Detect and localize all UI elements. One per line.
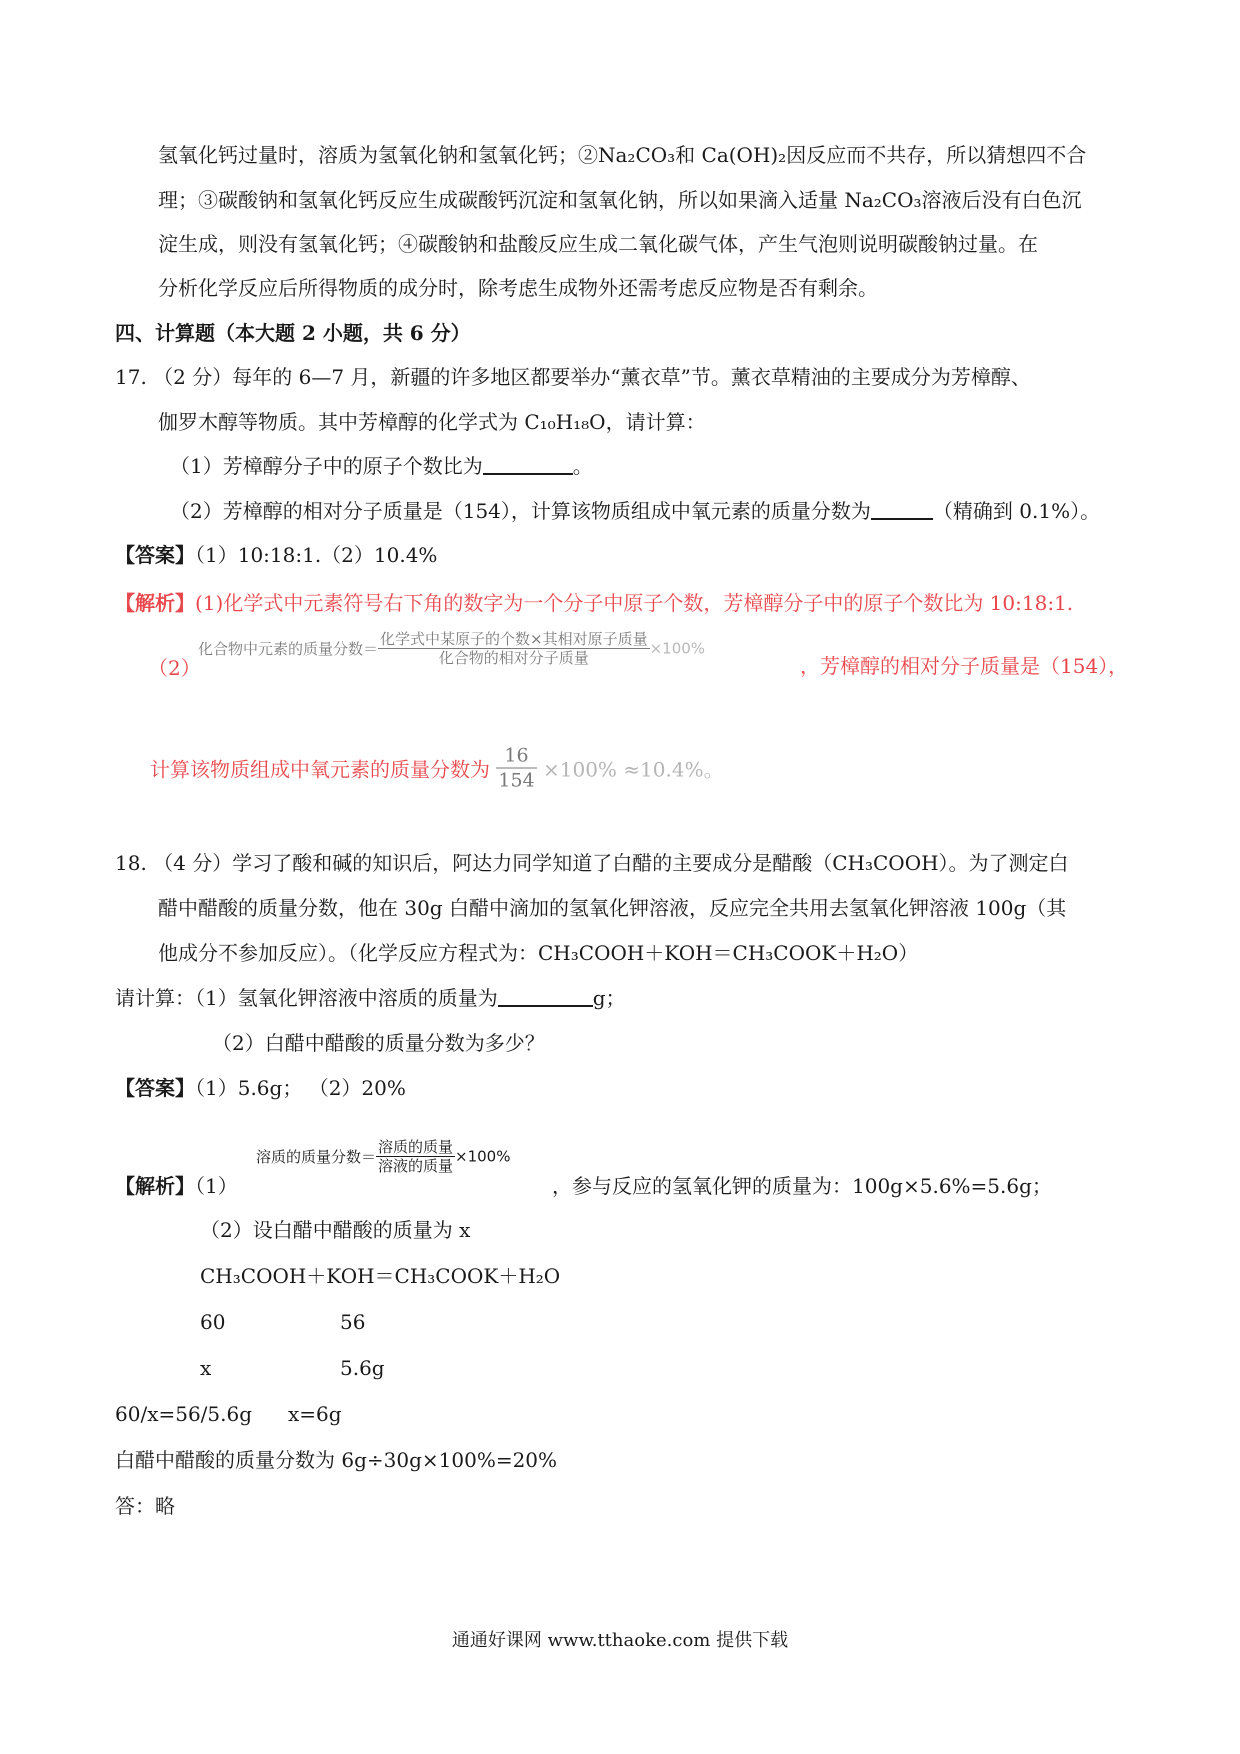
q18-analysis-line-2: （2）设白醋中醋酸的质量为 x [200, 1218, 471, 1242]
q18-blank-1[interactable] [498, 983, 593, 1007]
q17-mass-fraction-formula [198, 630, 705, 667]
q17-analysis-line-3 [150, 744, 724, 793]
q17-fraction-denominator: 154 [498, 769, 535, 792]
intro-line-3: 淀生成，则没有氢氧化钙；④碳酸钠和盐酸反应生成二氧化碳气体，产生气泡则说明碳酸钠过量。在 [158, 232, 1038, 256]
q18-ask-2: （2）白醋中醋酸的质量分数为多少？ [212, 1031, 545, 1055]
q17-analysis-result: ×100% ≈10.4%。 [542, 757, 724, 782]
q18-equation: CH₃COOH＋KOH＝CH₃COOK＋H₂O [200, 1264, 561, 1288]
q17-part-2 [170, 496, 1100, 526]
q17-blank-2[interactable] [871, 496, 933, 520]
q18-unknown-x: x [200, 1356, 212, 1380]
q18-result: 白醋中醋酸的质量分数为 6g÷30g×100%=20% [115, 1448, 558, 1472]
q18-ask-1-unit: g； [592, 986, 626, 1010]
q17-analysis-part-2-label: （2） [148, 656, 201, 680]
q18-formula-tail: ×100% [455, 1147, 511, 1166]
intro-line-2: 理；③碳酸钠和氢氧化钙反应生成碳酸钙沉淀和氢氧化钠，所以如果滴入适量 Na₂CO₃溶液后没有白色沉 [158, 188, 1082, 212]
q18-analysis-label-wrap [115, 1170, 238, 1199]
q18-formula-lhs: 溶质的质量分数＝ [256, 1148, 377, 1166]
q17-answer [115, 540, 437, 570]
q17-analysis-text-1: (1)化学式中元素符号右下角的数字为一个分子中原子个数，芳樟醇分子中的原子个数比为 10:18:1. [195, 591, 1074, 615]
q17-part-1 [170, 451, 593, 481]
q18-answer-text: （1）5.6g； （2）20% [195, 1076, 406, 1100]
section-title: 四、计算题（本大题 2 小题，共 6 分） [115, 321, 471, 345]
q17-oxygen-fraction [496, 744, 536, 793]
q18-answer [115, 1073, 406, 1103]
q17-part-1-end: 。 [572, 454, 593, 478]
q18-stem-line-3: 他成分不参加反应）。（化学反应方程式为：CH₃COOH＋KOH＝CH₃COOK＋H₂O） [158, 941, 919, 965]
q17-formula-tail: ×100% [649, 639, 706, 658]
q18-stem-line-2: 醋中醋酸的质量分数，他在 30g 白醋中滴加的氢氧化钾溶液，反应完全共用去氢氧化钾溶液 100g（其 [158, 896, 1067, 920]
q17-answer-label: 【答案】 [115, 543, 195, 567]
q18-formula-numerator: 溶质的质量 [378, 1138, 454, 1156]
page-footer: 通通好课网 www.tthaoke.com 提供下载 [451, 1630, 789, 1651]
q17-formula-numerator: 化学式中某原子的个数×其相对原子质量 [380, 630, 648, 648]
q18-analysis-line-1-tail: ，参与反应的氢氧化钾的质量为：100g×5.6%=5.6g； [552, 1174, 1052, 1198]
q18-ask-1-text: 请计算：（1）氢氧化钾溶液中溶质的质量为 [115, 986, 498, 1010]
q18-koh-mass: 5.6g [340, 1356, 385, 1380]
q18-ratio-result: x=6g [288, 1402, 342, 1426]
q17-stem-line-1: 17. （2 分）每年的 6—7 月，新疆的许多地区都要举办“薰衣草”节。薰衣草精油的主要成分为芳樟醇、 [115, 365, 1031, 389]
q18-solution-fraction-formula [256, 1138, 510, 1175]
intro-line-4: 分析化学反应后所得物质的成分时，除考虑生成物外还需考虑反应物是否有剩余。 [158, 276, 878, 300]
q18-formula-fraction [376, 1138, 455, 1175]
q17-part-2-text: （2）芳樟醇的相对分子质量是（154），计算该物质组成中氧元素的质量分数为 [170, 499, 871, 523]
q17-part-2-end: （精确到 0.1%）。 [932, 499, 1101, 523]
q18-ratio: 60/x=56/5.6g [115, 1402, 253, 1426]
q17-formula-lhs: 化合物中元素的质量分数＝ [198, 640, 379, 658]
q17-stem-line-2: 伽罗木醇等物质。其中芳樟醇的化学式为 C₁₀H₁₈O，请计算： [158, 410, 706, 434]
q18-formula-denominator: 溶液的质量 [378, 1157, 454, 1175]
q17-analysis-line-2-tail: ，芳樟醇的相对分子质量是（154）， [800, 654, 1129, 678]
q18-answer-label: 【答案】 [115, 1076, 195, 1100]
q17-answer-text: （1）10:18:1.（2）10.4% [195, 543, 438, 567]
q17-blank-1[interactable] [483, 451, 573, 475]
q17-part-1-text: （1）芳樟醇分子中的原子个数比为 [170, 454, 483, 478]
q18-molar-mass-koh: 56 [340, 1310, 366, 1334]
q18-analysis-part-1: （1） [195, 1174, 238, 1198]
q17-formula-denominator: 化合物的相对分子质量 [438, 649, 589, 667]
q18-stem-line-1: 18. （4 分）学习了酸和碱的知识后，阿达力同学知道了白醋的主要成分是醋酸（CH₃COOH）。为了测定白 [115, 851, 1069, 875]
q17-fraction-numerator: 16 [496, 744, 536, 769]
q17-analysis-label: 【解析】 [115, 591, 195, 615]
q18-molar-mass-acid: 60 [200, 1310, 226, 1334]
q18-ask-1 [115, 983, 626, 1013]
q18-analysis-label: 【解析】 [115, 1174, 195, 1198]
q17-analysis-text-3: 计算该物质组成中氧元素的质量分数为 [150, 757, 490, 782]
q17-analysis-line-1 [115, 588, 1073, 618]
q18-final-answer: 答：略 [115, 1494, 175, 1518]
q17-formula-fraction [378, 630, 650, 667]
intro-line-1: 氢氧化钙过量时，溶质为氢氧化钠和氢氧化钙；②Na₂CO₃和 Ca(OH)₂因反应而不共存，所以猜想四不合 [158, 143, 1087, 167]
